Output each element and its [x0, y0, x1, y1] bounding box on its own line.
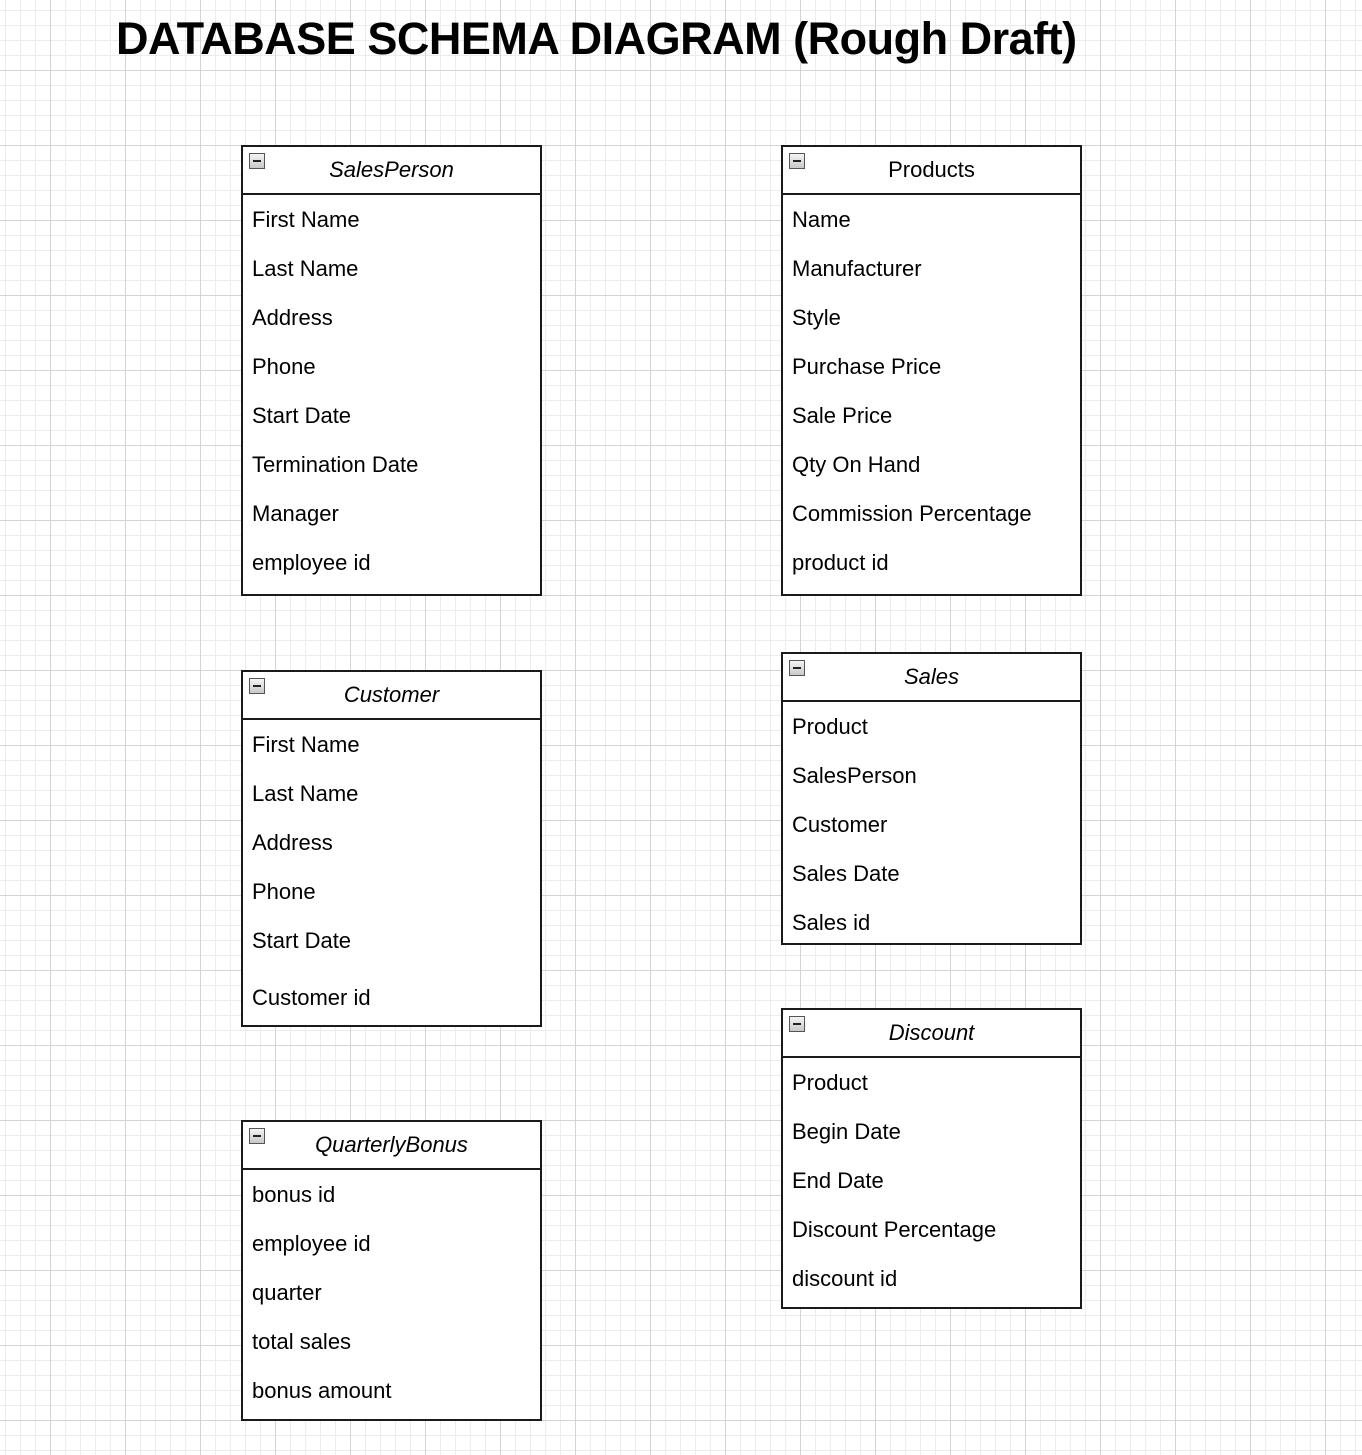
- field[interactable]: Address: [252, 830, 333, 855]
- field-list: [783, 702, 1080, 947]
- field[interactable]: Begin Date: [792, 1119, 901, 1144]
- field[interactable]: Termination Date: [252, 452, 419, 477]
- field[interactable]: Manager: [252, 501, 339, 526]
- field[interactable]: Customer: [792, 812, 888, 837]
- field[interactable]: total sales: [252, 1329, 352, 1354]
- field[interactable]: Last Name: [252, 256, 359, 281]
- entity-customer[interactable]: [241, 670, 542, 1027]
- field[interactable]: Purchase Price: [792, 354, 942, 379]
- field[interactable]: product id: [792, 550, 889, 575]
- entity-discount[interactable]: [781, 1008, 1082, 1309]
- field[interactable]: Address: [252, 305, 333, 330]
- field[interactable]: Phone: [252, 879, 316, 904]
- entity-sales[interactable]: [781, 652, 1082, 945]
- field[interactable]: Sale Price: [792, 403, 893, 428]
- field-list: [243, 720, 540, 1022]
- field[interactable]: Last Name: [252, 781, 359, 806]
- field[interactable]: Product: [792, 714, 868, 739]
- field[interactable]: Start Date: [252, 928, 352, 953]
- entity-quarterlybonus[interactable]: [241, 1120, 542, 1421]
- field[interactable]: Sales Date: [792, 861, 900, 886]
- entity-header: [243, 672, 540, 720]
- field-list: [243, 1170, 540, 1415]
- entity-header: [783, 654, 1080, 702]
- field[interactable]: quarter: [252, 1280, 322, 1305]
- entity-header: [243, 147, 540, 195]
- field-list: [243, 195, 540, 587]
- entity-name: QuarterlyBonus: [315, 1132, 468, 1157]
- entity-name: Customer: [343, 682, 440, 707]
- entity-products[interactable]: [781, 145, 1082, 596]
- entity-salesperson[interactable]: [241, 145, 542, 596]
- field[interactable]: bonus amount: [252, 1378, 392, 1403]
- field-list: [783, 195, 1080, 587]
- field[interactable]: Name: [792, 207, 851, 232]
- field[interactable]: First Name: [252, 732, 360, 757]
- entity-name: Sales: [903, 664, 960, 689]
- field[interactable]: Phone: [252, 354, 316, 379]
- field[interactable]: Product: [792, 1070, 868, 1095]
- field[interactable]: Commission Percentage: [792, 501, 1032, 526]
- field[interactable]: First Name: [252, 207, 360, 232]
- entity-name: Discount: [888, 1020, 975, 1045]
- entity-header: [783, 1010, 1080, 1058]
- diagram-title: DATABASE SCHEMA DIAGRAM (Rough Draft): [116, 13, 1077, 64]
- entity-header: [243, 1122, 540, 1170]
- field[interactable]: bonus id: [252, 1182, 336, 1207]
- field[interactable]: Start Date: [252, 403, 352, 428]
- entity-name: Products: [888, 157, 975, 182]
- field[interactable]: Discount Percentage: [792, 1217, 997, 1242]
- entity-name: SalesPerson: [329, 157, 454, 182]
- entity-header: [783, 147, 1080, 195]
- field[interactable]: Manufacturer: [792, 256, 922, 281]
- field[interactable]: discount id: [792, 1266, 898, 1291]
- field[interactable]: employee id: [252, 1231, 371, 1256]
- field[interactable]: Sales id: [792, 910, 871, 935]
- field[interactable]: Qty On Hand: [792, 452, 921, 477]
- field[interactable]: SalesPerson: [792, 763, 917, 788]
- field-list: [783, 1058, 1080, 1303]
- field[interactable]: Style: [792, 305, 841, 330]
- field[interactable]: End Date: [792, 1168, 884, 1193]
- field[interactable]: employee id: [252, 550, 371, 575]
- field[interactable]: Customer id: [252, 985, 371, 1010]
